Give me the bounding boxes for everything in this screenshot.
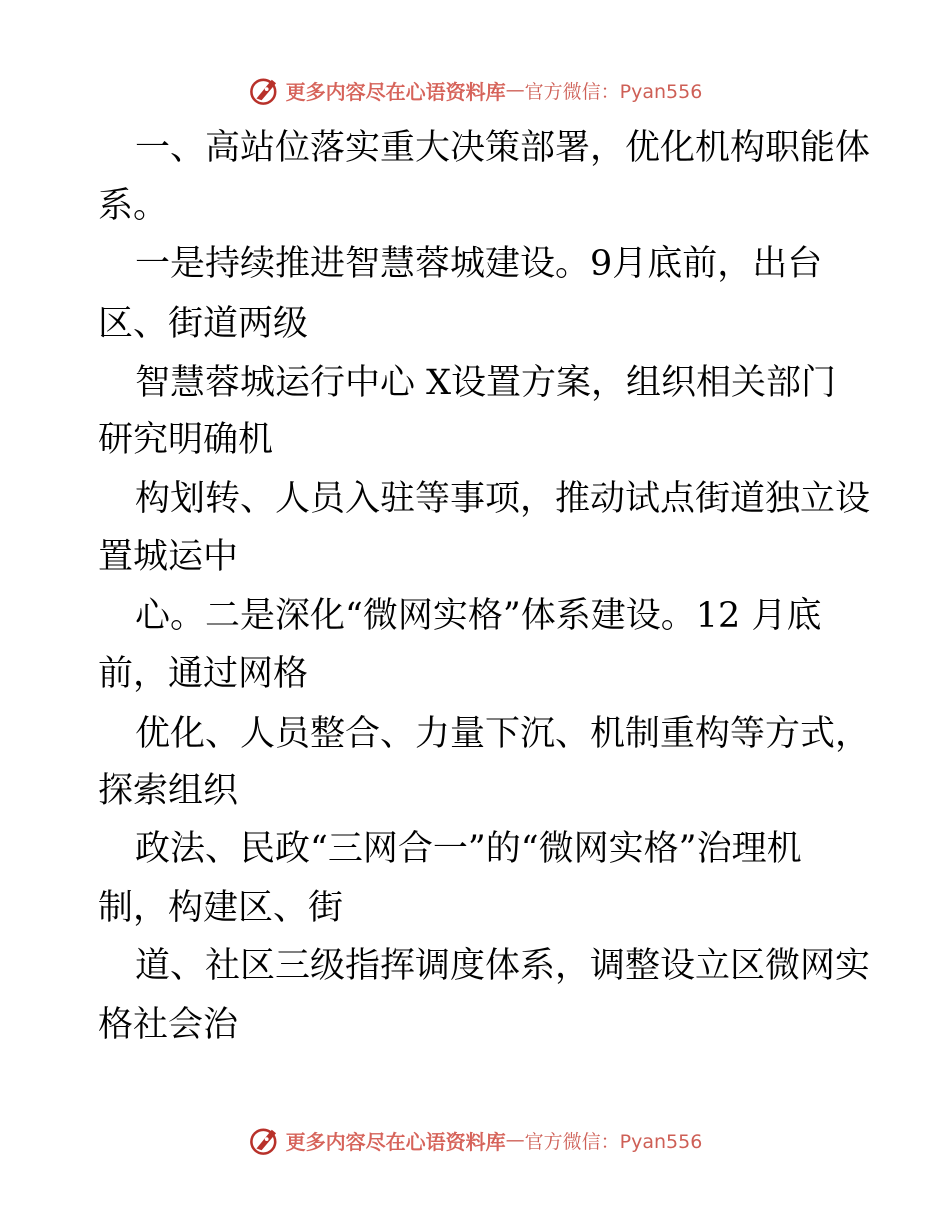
text-line: 格社会治: [98, 1005, 239, 1045]
text-line: 系。: [98, 186, 169, 226]
text-line: 置城运中: [98, 537, 239, 577]
text-line: 政法、民政“三网合一”的“微网实格”治理机: [135, 829, 802, 869]
text-line: 智慧蓉城运行中心 X设置方案，组织相关部门: [135, 363, 837, 403]
text-line: 一是持续推进智慧蓉城建设。9月底前，出台: [135, 244, 823, 284]
footer-dash: —: [505, 1129, 525, 1151]
footer-banner: [0, 1122, 950, 1158]
text-line: 区、街道两级: [98, 304, 309, 344]
text-line: 优化、人员整合、力量下沉、机制重构等方式，: [135, 714, 871, 754]
footer-brand-text: 更多内容尽在心语资料库: [285, 1129, 506, 1154]
text-line: 探索组织: [98, 771, 239, 811]
header-banner: [0, 72, 950, 108]
text-line: 心。二是深化“微网实格”体系建设。12 月底: [135, 596, 822, 636]
header-dash: —: [505, 79, 525, 101]
text-line: 道、社区三级指挥调度体系，调整设立区微网实: [135, 946, 871, 986]
text-line: 研究明确机: [98, 420, 274, 460]
text-line: 制，构建区、街: [98, 888, 344, 928]
header-brand-text: 更多内容尽在心语资料库: [285, 79, 506, 104]
text-line: 前，通过网格: [98, 654, 309, 694]
text-line: 构划转、人员入驻等事项，推动试点街道独立设: [135, 479, 871, 519]
header-contact-text: 官方微信：Pyan556: [524, 80, 703, 103]
pen-nib-logo-icon: [248, 1123, 282, 1157]
text-line: 一、高站位落实重大决策部署，优化机构职能体: [135, 128, 871, 168]
pen-nib-logo-icon: [248, 73, 282, 107]
footer-contact-text: 官方微信：Pyan556: [524, 1130, 703, 1153]
